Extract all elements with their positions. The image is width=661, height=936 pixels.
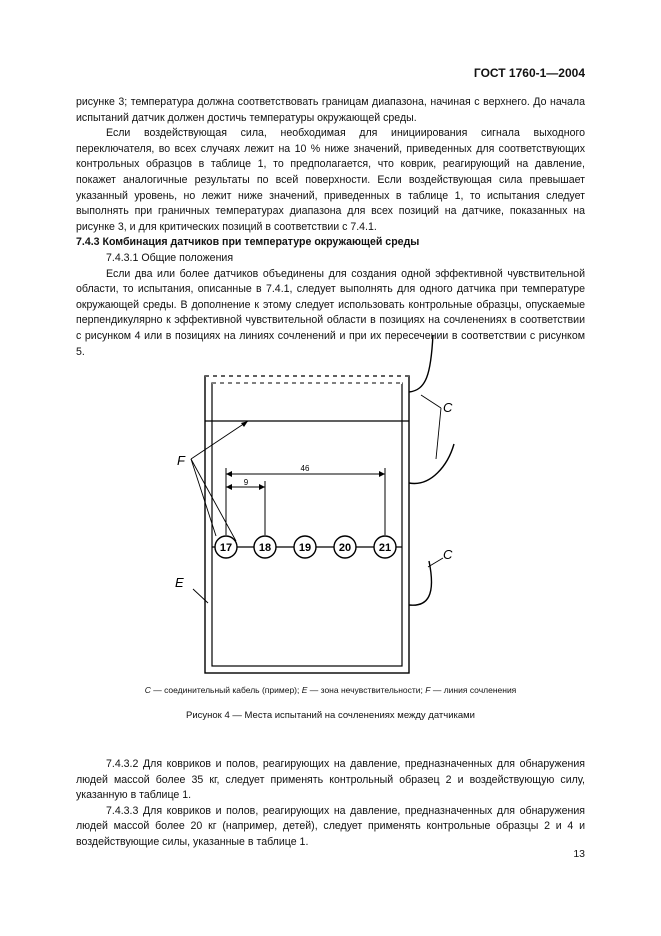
leader-c-3 — [428, 558, 443, 567]
figure-caption: Рисунок 4 — Места испытаний на сочленениях между датчиками — [185, 710, 475, 721]
document-header: ГОСТ 1760-1—2004 — [473, 66, 585, 80]
cable-upper — [409, 335, 433, 392]
label-e: E — [175, 575, 184, 590]
legend-f-text: — линия сочленения — [430, 685, 517, 695]
cable-middle — [409, 444, 454, 483]
label-c-upper: C — [443, 400, 453, 415]
paragraph: Если воздействующая сила, необходимая для инициирования сигнала выходного переключателя, во всех случаях лежит на 10 % ниже значений, приведенных для соответствующих контрольных образцов в таблице 1, то предполагается, что коврик, реагирующий на давление, покажет аналогичные результаты по всей поверхности. Если воздействующая сила превышает указанный уровень, но лежит ниже значений, приведенных в таблице 1, то испытания следует выполнять при граничных температурах диапазона для всех позиций на датчике, показанных на рисунке 3, и для критических позиций в соответствии с 7.4.1. — [76, 127, 585, 233]
legend-e-text: — зона нечувствительности; — [307, 685, 426, 695]
test-point-label: 21 — [378, 542, 392, 554]
insensitive-zone-boundary — [212, 383, 402, 666]
section-heading-text: 7.4.3 Комбинация датчиков при температуре окружающей среды — [76, 236, 420, 249]
leader-f-1 — [191, 421, 248, 459]
cable-lower — [409, 561, 432, 605]
page-number: 13 — [573, 848, 585, 860]
subsection-heading: 7.4.3.1 Общие положения — [106, 251, 234, 264]
dimension-label-9: 9 — [243, 478, 249, 487]
paragraph: 7.4.3.2 Для ковриков и полов, реагирующих на давление, предназначенных для обнаружения людей массой более 35 кг, следует применять контрольный образец 2 и воздействующую силу, указанную в таблице 1. — [76, 758, 585, 802]
paragraph: рисунке 3; температура должна соответствовать границам диапазона, начиная с верхнего. До начала испытаний датчик должен достичь температуры окружающей среды. — [76, 96, 585, 124]
dimension-label-46: 46 — [300, 464, 310, 473]
test-point-label: 18 — [258, 542, 272, 554]
paragraph: Если два или более датчиков объединены для создания одной эффективной чувствительной области, то испытания, описанные в 7.4.1, следует выполнять для одного датчика при температуре окружающей среды. В дополнение к этому следует использовать контрольные образцы, опускаемые перпендикулярно к эффективной чувствительной области в позициях на сочленениях в соответствии с рисунком 4 или в позициях на линиях сочленений и при их пересечении в соответствии с рисунком 5. — [76, 267, 585, 358]
test-point-label: 17 — [219, 542, 233, 554]
label-f: F — [177, 453, 185, 468]
legend-e-letter: E — [301, 685, 308, 695]
leader-e — [193, 589, 208, 603]
body-text-bottom — [76, 757, 585, 851]
legend-f-letter: F — [425, 685, 431, 695]
legend-c-letter: C — [144, 685, 151, 695]
label-c-lower: C — [443, 547, 453, 562]
leader-c-1 — [421, 395, 441, 408]
figure-legend — [0, 685, 661, 695]
test-point-label: 20 — [338, 542, 352, 554]
leader-c-2 — [436, 408, 441, 459]
body-text-top — [76, 95, 585, 360]
legend-c-text: — соединительный кабель (пример); — [150, 685, 302, 695]
figure-4-diagram — [76, 335, 585, 680]
paragraph: 7.4.3.3 Для ковриков и полов, реагирующих на давление, предназначенных для обнаружения людей массой более 20 кг (например, детей), следует применять контрольные образцы 2 и 4 и воздействующие силы, указанные в таблице 1. — [76, 804, 585, 848]
section-heading — [76, 235, 585, 251]
test-point-label: 19 — [298, 542, 312, 554]
